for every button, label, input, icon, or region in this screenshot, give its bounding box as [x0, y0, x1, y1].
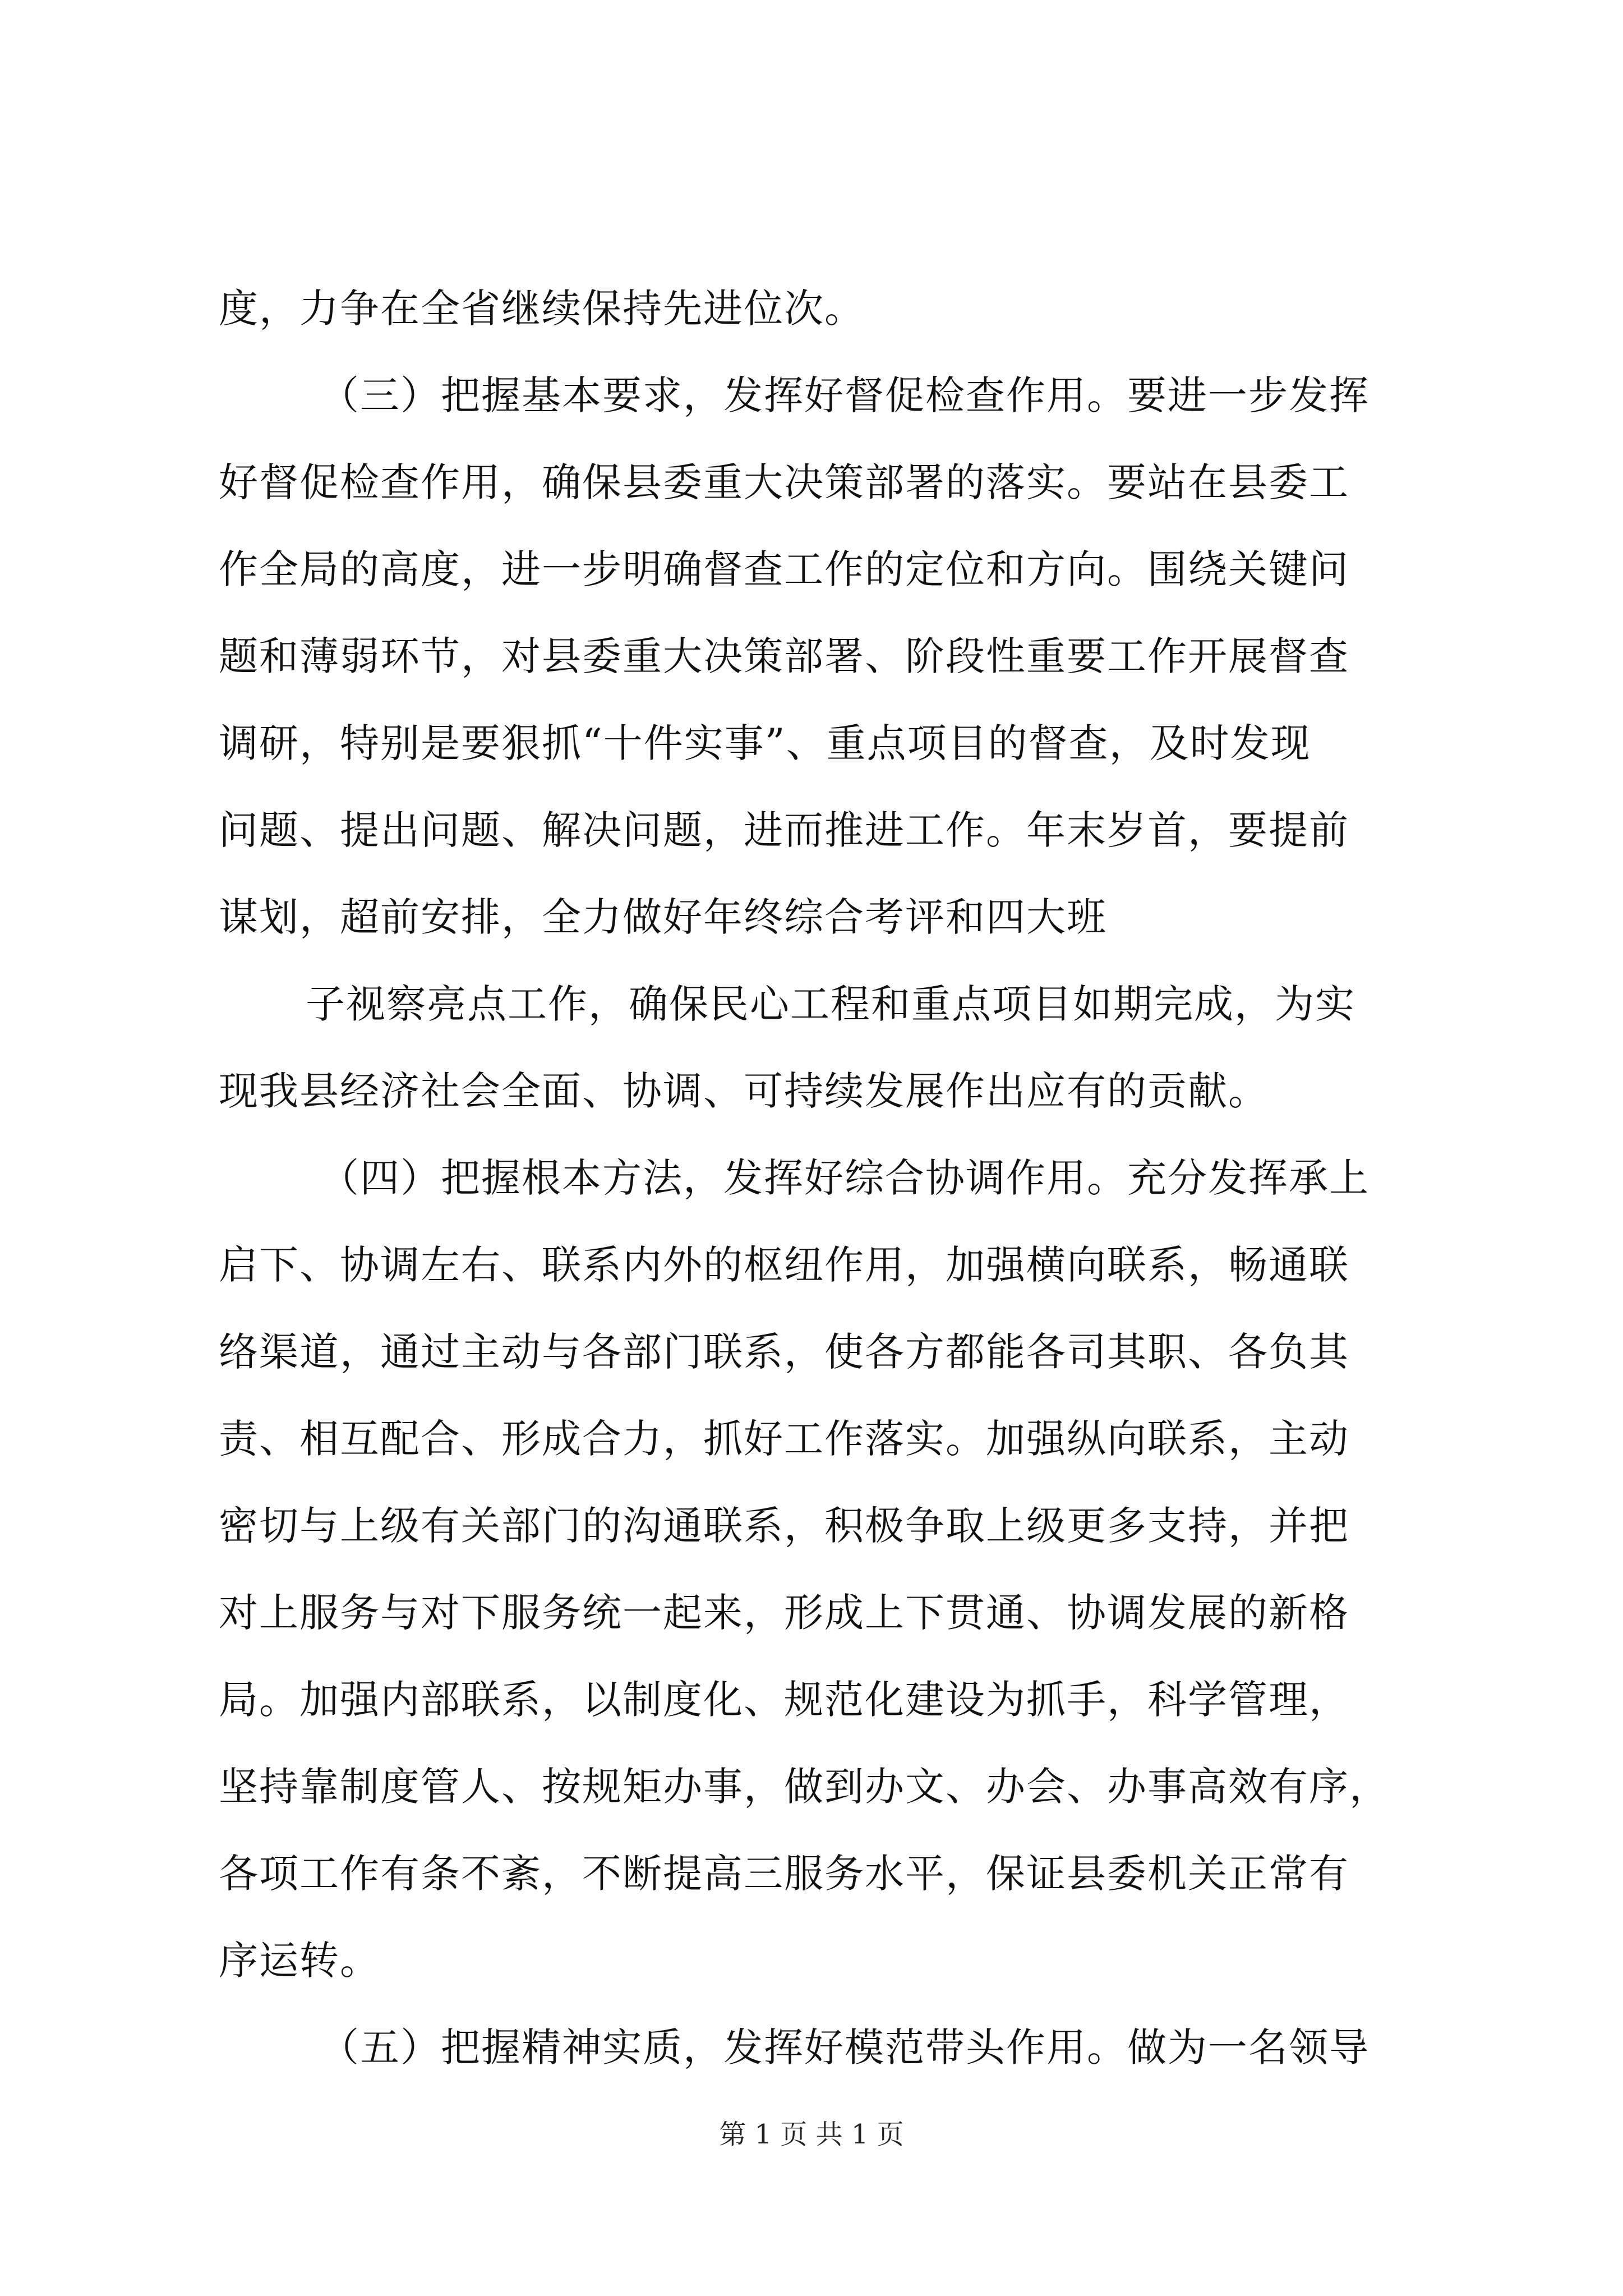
text-line: 作全局的高度，进一步明确督查工作的定位和方向。围绕关键问 — [219, 546, 1349, 592]
page-number-footer: 第 1 页 共 1 页 — [719, 2119, 904, 2150]
text-line: 问题、提出问题、解决问题，进而推进工作。年末岁首，要提前 — [219, 807, 1349, 853]
text-line: 题和薄弱环节，对县委重大决策部署、阶段性重要工作开展督查 — [219, 633, 1349, 679]
text-line: 各项工作有条不紊，不断提高三服务水平，保证县委机关正常有 — [219, 1851, 1349, 1897]
paragraph-heading-3: （三）把握基本要求，发挥好督促检查作用。要进一步发挥 — [320, 372, 1370, 418]
text-line: 启下、协调左右、联系内外的枢纽作用，加强横向联系，畅通联 — [219, 1242, 1349, 1288]
text-line: 度，力争在全省继续保持先进位次。 — [219, 286, 865, 332]
text-line: 对上服务与对下服务统一起来，形成上下贯通、协调发展的新格 — [219, 1590, 1349, 1636]
text-line: 好督促检查作用，确保县委重大决策部署的落实。要站在县委工 — [219, 459, 1349, 505]
text-line: 调研，特别是要狠抓“十件实事”、重点项目的督查，及时发现 — [219, 720, 1311, 766]
text-line: 现我县经济社会全面、协调、可持续发展作出应有的贡献。 — [219, 1068, 1269, 1114]
text-line: 络渠道，通过主动与各部门联系，使各方都能各司其职、各负其 — [219, 1329, 1349, 1375]
text-line: 序运转。 — [219, 1938, 380, 1984]
text-line: 谋划，超前安排，全力做好年终综合考评和四大班 — [219, 894, 1107, 940]
paragraph-heading-5: （五）把握精神实质，发挥好模范带头作用。做为一名领导 — [320, 2024, 1370, 2070]
text-line: 密切与上级有关部门的沟通联系，积极争取上级更多支持，并把 — [219, 1503, 1349, 1549]
text-line: 责、相互配合、形成合力，抓好工作落实。加强纵向联系，主动 — [219, 1416, 1349, 1462]
text-line: 坚持靠制度管人、按规矩办事，做到办文、办会、办事高效有序， — [219, 1764, 1390, 1810]
text-line: 局。加强内部联系，以制度化、规范化建设为抓手，科学管理， — [219, 1677, 1349, 1723]
text-line: 子视察亮点工作，确保民心工程和重点项目如期完成，为实 — [306, 981, 1355, 1027]
paragraph-heading-4: （四）把握根本方法，发挥好综合协调作用。充分发挥承上 — [320, 1155, 1370, 1201]
